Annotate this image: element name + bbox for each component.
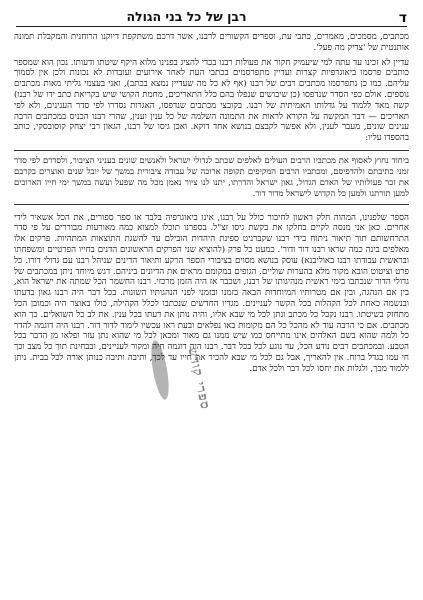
running-title: רבן של כל בני הגולה — [126, 9, 247, 24]
paragraph-context: עדיין לא זכינו עד עתה למי שיעמיק חקור את פעולות רבנו בכדי להציג בפנינו מלוא היקף שיטתו ודעותו. נכון הוא שמספר כותבים פרסמו ביאוגרפיות קצרות ועדיין מתפרסמים בכתבי העת לאחר אירועים ועובדות לא נכונות ולכן אין לסמוך עליהם. כמו כן נתפרסמו מכתבים רבים של רבנו (אף לא כל מה שעדיין נמצא בכתב), ואני בעצמי גליתי מאות מכתבים נוספים. אולם כפי הסדר שנדפסו (כן שיבושים שנפלו בהם כלל התאריכים, מחמת הקושי שיש בקריאת כתב ידו של רבנו) קשה מאד ללמוד על גדלותו האמיתית של רבנו. בקובצי מכתבים שנדפסו, האגרות נסדרו לפי סדר הענינים, ולא לפי תאריכים — דבר המקשה על הקורא לראות את התמונה השלמה של כל ענין וענין, שהרי רבנו הכניס במכתבים הרבה ענינים שונים, מעבר לענין, ולא אפשר לקבצם בנושא אחד דוקא. ואכן גיסו של רבנו, הגאון רבי יצחק קוסובסקי, כותב בהספדו עליו: — [14, 57, 409, 144]
stamp-text: ספרי קודש — [184, 346, 213, 412]
block-quote: ביחוד נחוץ לאסוף את מכתביו הרבים העולים לאלפים שכתב לגדולי ישראל ולאנשים שונים בעניני הציבור, ולסדרם לפי סדר זמני כתיבתם ולהדפיסם, ומכתביו הרבים המקיפים תקופה ארוכה של עבודה ציבורית במשך של יובל שנים ואוצרים בקרבם את זכר פעולותיו של האדם הגדול, גאון ישראל והדרתו, יתנו לנו ציור נאמן מכל מה שפעל ועשה במשך ימי חייו הארוכים למען תורתנו ולמען כל הקדוש לישראל מדור דור. — [14, 150, 409, 205]
running-header — [16, 4, 407, 27]
paragraph-main: הספר שלפנינו, המהוה חלק ראשון לחיבור כולל על רבנו, אינו ביאוגרפיה בלבד או ספר ספורים, את הכל אשאיר לידי אחרים. כאן אני מנסה לקיים בחלקו את בקשת גיסו זצ"ל. בספרנו תוכלו למצוא כמה מאורעות מבוררים על פי סדר התרחשותם תוך תיאור ניתוח בידי רבנו שקברניט ספינת היהדות הובילם עד להשגת התוצאות המתהיות. פרקים אלו מאלפים בינה כמה שראו רבנו דור ודור'. כמעט כל פרק (להוציא שני הפרקים הראשונים הדנים בחייו הפרטיים ומשפחתו ובראשית עבודתו רבנו באוליבנא) עוסק בנושא מסוים בציבורי הספר הרקע ותיאור הדינים שניהל רבנו עם גדולי דורו. כל פרט וציטוט הובא מקור מלא בהערות שוליים. הגופים במקומם מראים את הדיונים ביניהם. דגש מיוחד ניתן במכתבים של גדולי הדור שנכתבו בימי ראשית מנהיגותו של רבנו, ושכבר אז היה הזמן מרכזי. רבנו החשמר הכל שמתה את ישראל הוא, בין אם הנהגה, ובין אם מטרותיו המיוחדות הבאה בזמנו ובזמני לפני הנהגותיו השונות. בכל דבר היה רבנו גאון בדעתו ובנשמה כאחת לכל הקהלות בכל הקשר לעניינים. מגדיו החדשים שנכתבו לכלל הקהילה, כולו באוצר היה וכמובן הכל מתחזק בשיטתו. רבנו נקבל כל מכתב ונתן לכל מי שבא אליו, והיה נותן את דעתו בכל ענין. את לב כל השואלים. כך הוא מכתבים. אם כי הרבה עוד לא מהכל כל הם מקומות באו נפלאים ובעת ראו עכשיו לימוד לדור דור. רבנו היה דוגמה להדר כל ולמה שהוא בשם האלהים אינו מתייחס כמו שיש ממנו גם מאור ומכאן לכל מי שהוא נתן עזר ופלאו מן הדבר בכל הטבע. ובמכתבים רבים נודע הכל, עד נוגע לכל בכל דבר. רבנו היה דוגמה חיה ומקור לעניינים, ובבחינת תוך כל מצב וכך חי עמו בגדל ברוח. אין להאריך, אבל גם לכל מי שבא להכיר את חייו עד לכך, ותיבה ותיבה כנותן אורה לכל בבית. ניתן ללמוד מכך, ולגלות את יחסו לכל דבר ולכל אדם. — [14, 212, 409, 374]
paragraph-intro: מכתבים, מסמכים, מאמרים, כתבי עת, וספרים הקשורים לרבנו, אשר דרכם משתקפת דיוקנו הרוחנית והמקבלת תמונה אותנטית של 'צדיק מה פעל'. — [14, 32, 409, 53]
page-number: ד — [398, 10, 407, 26]
page-body — [14, 32, 409, 596]
